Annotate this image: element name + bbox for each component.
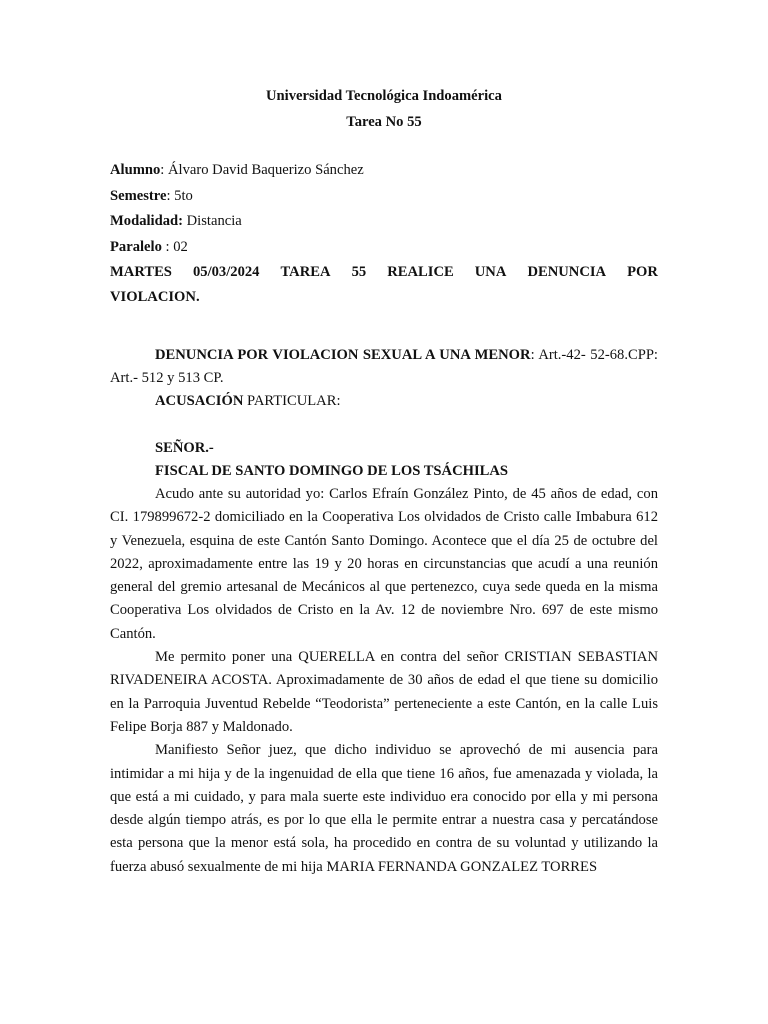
- assignment-word: 05/03/2024: [192, 264, 260, 280]
- paragraph-querella: Me permito poner una QUERELLA en contra del señor CRISTIAN SEBASTIAN RIVADENEIRA ACOSTA. Aproximadamente de 30 años de edad el que tiene su domicilio en la Parroquia Juventud Rebelde “Teodorista” perteneciente a este Cantón, en la calle Luis Felipe Borja 887 y Maldonado.: [110, 649, 658, 735]
- assignment-line-2: VIOLACION.: [110, 289, 200, 305]
- assignment-word: 55: [351, 264, 367, 280]
- parallel-value: : 02: [161, 238, 188, 255]
- assignment-word: REALICE: [387, 264, 454, 280]
- student-line: [110, 158, 658, 184]
- accusation-rest: PARTICULAR:: [243, 393, 341, 409]
- modality-label: Modalidad:: [110, 213, 183, 229]
- assignment-word: MARTES: [110, 264, 172, 280]
- parallel-label: Paralelo: [110, 238, 162, 255]
- accusation-bold: ACUSACIÓN: [155, 393, 244, 409]
- accusation-line: [110, 390, 658, 413]
- recipient: FISCAL DE SANTO DOMINGO DE LOS TSÁCHILAS: [155, 463, 509, 479]
- assignment-line-1: [110, 260, 658, 285]
- complaint-header: [110, 344, 658, 483]
- semester-label: Semestre: [110, 187, 167, 204]
- complaint-heading-bold: DENUNCIA POR VIOLACION SEXUAL A UNA MENOR: [155, 347, 531, 363]
- parallel-line: [110, 235, 658, 261]
- modality-value: Distancia: [182, 213, 242, 229]
- task-title: Tarea No 55: [346, 114, 422, 130]
- semester-line: [110, 184, 658, 210]
- modality-line: [110, 209, 658, 235]
- complaint-heading-rest: : Art.-42- 52-68.CPP: Art.- 512 y 513 CP.: [110, 347, 658, 386]
- university-title: Universidad Tecnológica Indoamérica: [266, 88, 502, 104]
- student-label: Alumno: [110, 162, 161, 178]
- spacer: [110, 413, 658, 437]
- assignment-word: UNA: [474, 264, 507, 280]
- semester-value: : 5to: [166, 187, 193, 204]
- student-info: [110, 158, 658, 310]
- assignment-word: TAREA: [280, 264, 331, 280]
- salutation: SEÑOR.-: [155, 440, 214, 456]
- student-value: : Álvaro David Baquerizo Sánchez: [160, 162, 364, 178]
- assignment-word: DENUNCIA: [527, 264, 607, 280]
- paragraph-manifesto: Manifiesto Señor juez, que dicho individuo se aprovechó de mi ausencia para intimidar a mi hija y de la ingenuidad de ella que tiene 16 años, fue amenazada y violada, la que está a mi cuidado, y para mala suerte este individuo era conocido por ella y mi persona desde algún tiempo atrás, es por lo que ella le permite entrar a nuestra casa y percatándose esta persona que la menor está sola, ha procedido en contra de su voluntad y utilizando la fuerza abusó sexualmente de mi hija MARIA FERNANDA GONZALEZ TORRES: [110, 742, 658, 875]
- complaint-heading: [110, 344, 658, 390]
- paragraph-facts: Acudo ante su autoridad yo: Carlos Efraín González Pinto, de 45 años de edad, con CI. 179899672-2 domiciliado en la Cooperativa Los olvidados de Cristo calle Imbabura 612 y Venezuela, esquina de este Cantón Santo Domingo. Acontece que el día 25 de octubre del 2022, aproximadamente entre las 19 y 20 horas en circunstancias que acudí a una reunión general del gremio artesanal de Mecánicos al que pertenezco, cuya sede queda en la misma Cooperativa Los olvidados de Cristo en la Av. 12 de noviembre Nro. 697 de este mismo Cantón.: [110, 486, 658, 642]
- assignment-word: POR: [627, 264, 658, 280]
